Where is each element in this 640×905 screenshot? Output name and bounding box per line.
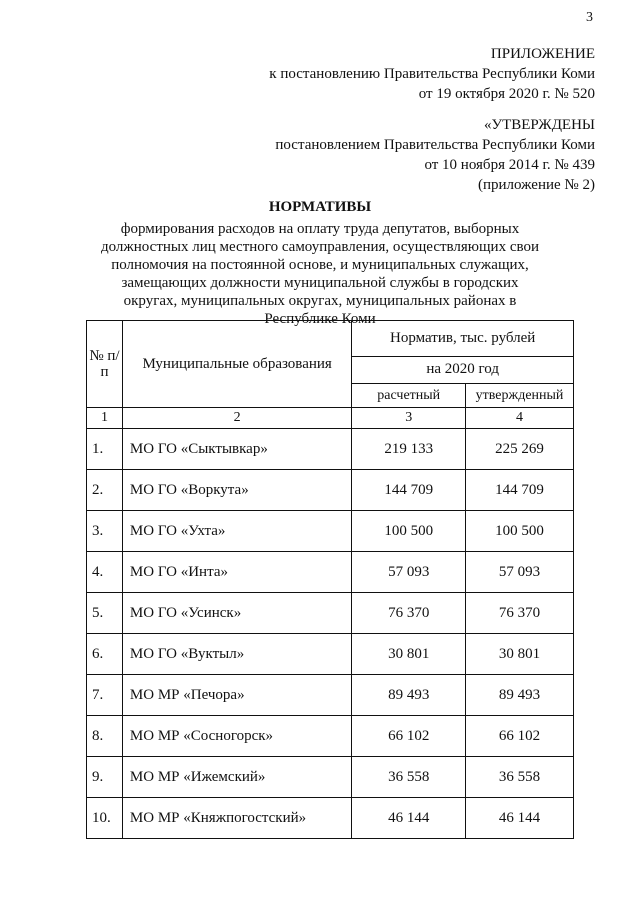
municipality-name: МО МР «Ижемский» — [122, 757, 351, 798]
approved-value: 57 093 — [466, 552, 574, 593]
table-row — [87, 716, 574, 757]
header-municipality: Муниципальные образования — [122, 321, 351, 408]
calculated-value: 89 493 — [352, 675, 466, 716]
row-number: 9. — [87, 757, 123, 798]
annex-title: ПРИЛОЖЕНИЕ — [490, 46, 595, 62]
municipality-name: МО ГО «Вуктыл» — [122, 634, 351, 675]
norms-table — [86, 320, 574, 839]
approved-value: 66 102 — [466, 716, 574, 757]
approved-block — [275, 115, 595, 195]
calculated-value: 66 102 — [352, 716, 466, 757]
row-number: 8. — [87, 716, 123, 757]
annex-reference: к постановлению Правительства Республики Коми — [269, 66, 595, 82]
header-year: на 2020 год — [352, 356, 574, 384]
table-row — [87, 593, 574, 634]
document-title: НОРМАТИВЫ — [268, 199, 372, 215]
column-index: 4 — [466, 408, 574, 429]
approved-reference: постановлением Правительства Республики Коми — [275, 137, 595, 153]
approved-value: 36 558 — [466, 757, 574, 798]
table-row — [87, 429, 574, 470]
approved-value: 225 269 — [466, 429, 574, 470]
calculated-value: 219 133 — [352, 429, 466, 470]
row-number: 7. — [87, 675, 123, 716]
approved-annex-note: (приложение № 2) — [477, 177, 595, 193]
table-row — [87, 552, 574, 593]
row-number: 1. — [87, 429, 123, 470]
calculated-value: 57 093 — [352, 552, 466, 593]
page-number: 3 — [586, 10, 593, 25]
table-row — [87, 675, 574, 716]
header-norm: Норматив, тыс. рублей — [352, 321, 574, 357]
calculated-value: 36 558 — [352, 757, 466, 798]
approved-value: 76 370 — [466, 593, 574, 634]
row-number: 10. — [87, 798, 123, 839]
approved-value: 30 801 — [466, 634, 574, 675]
municipality-name: МО МР «Княжпогостский» — [122, 798, 351, 839]
municipality-name: МО ГО «Сыктывкар» — [122, 429, 351, 470]
municipality-name: МО МР «Сосногорск» — [122, 716, 351, 757]
column-index: 1 — [87, 408, 123, 429]
calculated-value: 144 709 — [352, 470, 466, 511]
approved-date: от 10 ноября 2014 г. № 439 — [424, 157, 595, 173]
table-row — [87, 511, 574, 552]
table-row — [87, 798, 574, 839]
table-row — [87, 634, 574, 675]
row-number: 5. — [87, 593, 123, 634]
calculated-value: 76 370 — [352, 593, 466, 634]
approved-title: «УТВЕРЖДЕНЫ — [483, 117, 595, 133]
approved-value: 144 709 — [466, 470, 574, 511]
row-number: 6. — [87, 634, 123, 675]
municipality-name: МО ГО «Ухта» — [122, 511, 351, 552]
municipality-name: МО ГО «Усинск» — [122, 593, 351, 634]
approved-value: 89 493 — [466, 675, 574, 716]
document-subtitle: формирования расходов на оплату труда депутатов, выборных должностных лиц местного самоуправления, осуществляющих свои полномочия на постоянной основе, и муниципальных служащих, замещающих должности муниципальной службы в городских округах, муниципальных округах, муниципальных районах в Республике Коми — [100, 221, 540, 327]
annex-block — [269, 44, 595, 104]
row-number: 3. — [87, 511, 123, 552]
row-number: 4. — [87, 552, 123, 593]
column-index-row — [87, 408, 574, 429]
calculated-value: 46 144 — [352, 798, 466, 839]
annex-date: от 19 октября 2020 г. № 520 — [418, 86, 595, 102]
municipality-name: МО МР «Печора» — [122, 675, 351, 716]
column-index: 2 — [122, 408, 351, 429]
header-number: № п/п — [87, 321, 123, 408]
approved-value: 100 500 — [466, 511, 574, 552]
header-approved: утвержденный — [466, 384, 574, 408]
column-index: 3 — [352, 408, 466, 429]
table-row — [87, 470, 574, 511]
header-calculated: расчетный — [352, 384, 466, 408]
calculated-value: 30 801 — [352, 634, 466, 675]
calculated-value: 100 500 — [352, 511, 466, 552]
approved-value: 46 144 — [466, 798, 574, 839]
table-row — [87, 757, 574, 798]
row-number: 2. — [87, 470, 123, 511]
municipality-name: МО ГО «Воркута» — [122, 470, 351, 511]
municipality-name: МО ГО «Инта» — [122, 552, 351, 593]
